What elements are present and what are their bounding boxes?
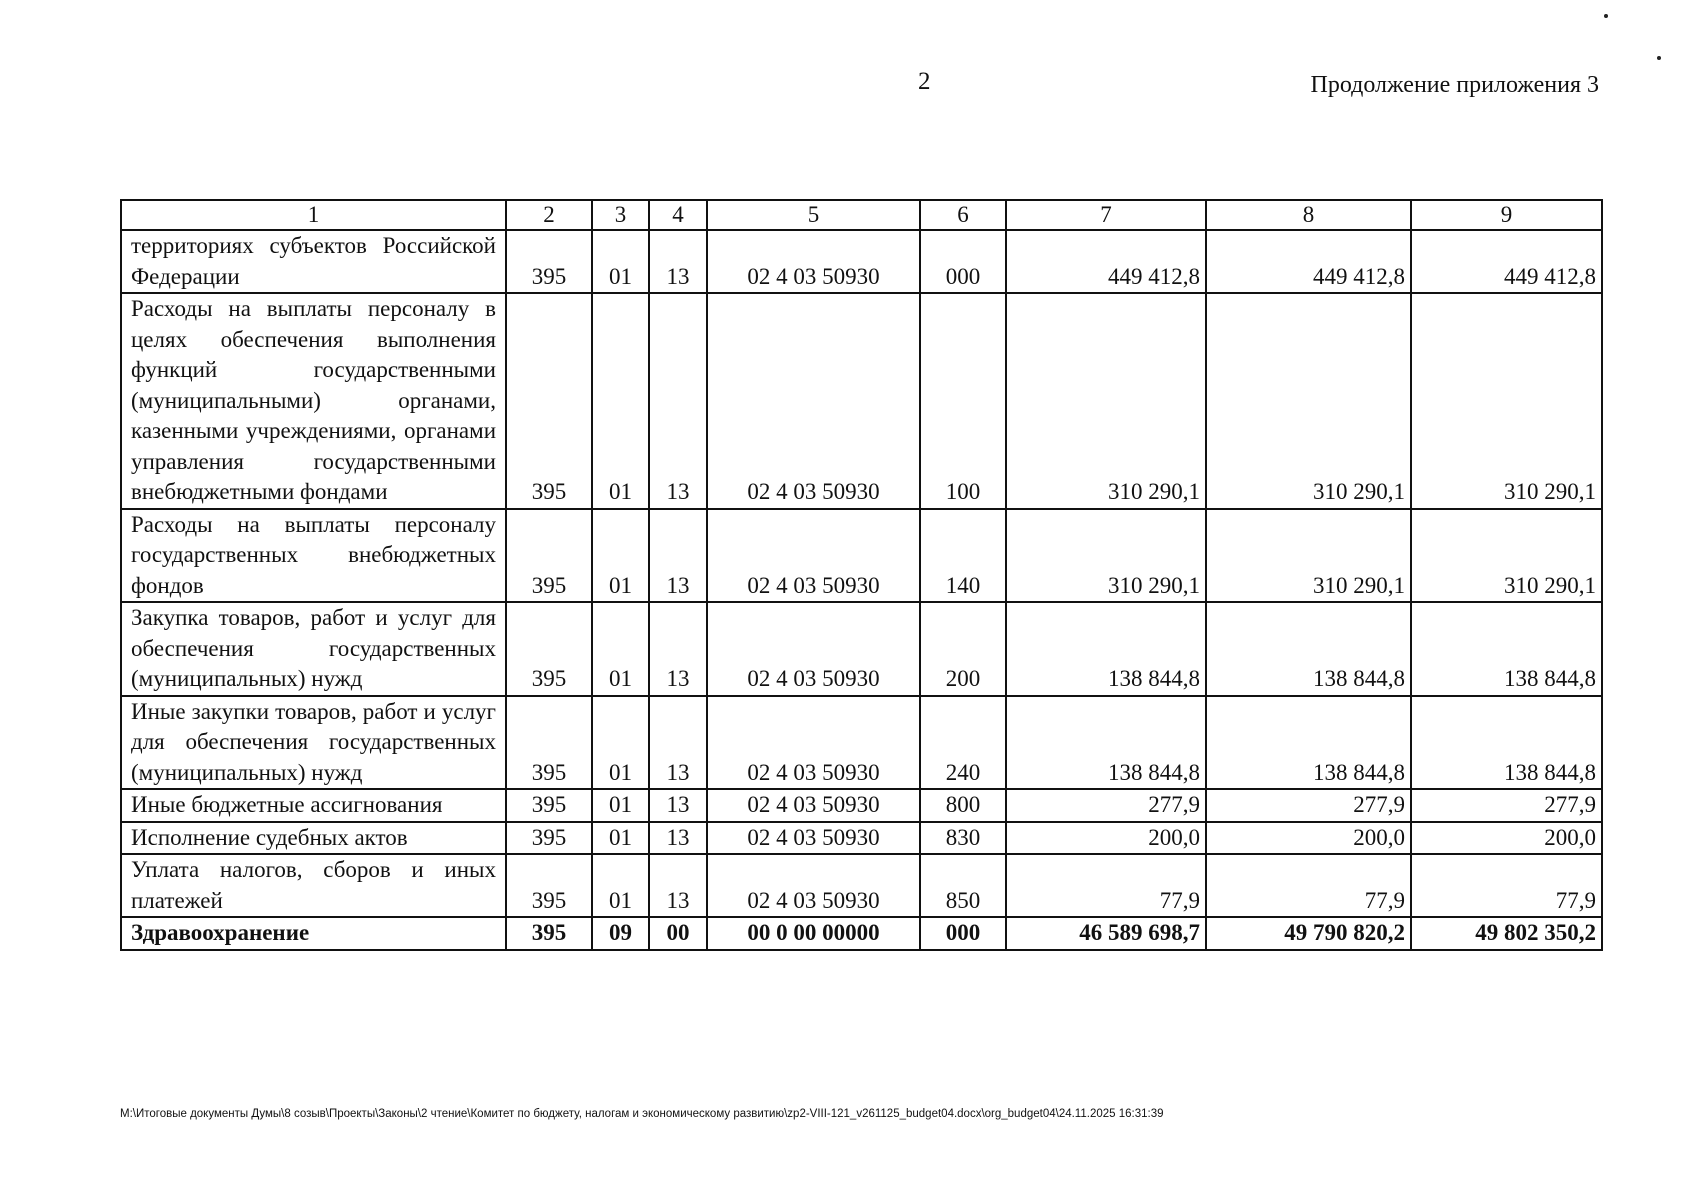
section-code-cell: 01 bbox=[592, 509, 649, 603]
expense-type-cell: 850 bbox=[920, 854, 1006, 917]
expense-type-cell: 100 bbox=[920, 293, 1006, 509]
amount-year1-cell: 200,0 bbox=[1006, 822, 1206, 855]
expense-name-cell: Иные бюджетные ассигнования bbox=[121, 789, 506, 822]
expense-name-cell: территориях субъектов Российской Федерации bbox=[121, 230, 506, 293]
amount-year2-cell: 138 844,8 bbox=[1206, 602, 1411, 696]
amount-year3-cell: 277,9 bbox=[1411, 789, 1602, 822]
scan-speck bbox=[1604, 14, 1608, 18]
column-number: 8 bbox=[1206, 200, 1411, 230]
amount-year3-cell: 200,0 bbox=[1411, 822, 1602, 855]
ministry-code-cell: 395 bbox=[506, 696, 592, 790]
table-row bbox=[121, 696, 1602, 790]
table-row bbox=[121, 509, 1602, 603]
section-code-cell: 01 bbox=[592, 230, 649, 293]
amount-year2-cell: 200,0 bbox=[1206, 822, 1411, 855]
amount-year2-cell: 277,9 bbox=[1206, 789, 1411, 822]
column-number: 3 bbox=[592, 200, 649, 230]
amount-year1-cell: 310 290,1 bbox=[1006, 509, 1206, 603]
amount-year3-cell: 138 844,8 bbox=[1411, 602, 1602, 696]
expense-name-cell: Закупка товаров, работ и услуг для обеспечения государственных (муниципальных) нужд bbox=[121, 602, 506, 696]
section-code-cell: 01 bbox=[592, 789, 649, 822]
amount-year2-cell: 138 844,8 bbox=[1206, 696, 1411, 790]
amount-year3-cell: 310 290,1 bbox=[1411, 509, 1602, 603]
table-total-row bbox=[121, 917, 1602, 950]
column-number: 4 bbox=[649, 200, 707, 230]
target-article-cell: 02 4 03 50930 bbox=[707, 293, 920, 509]
amount-year2-cell: 77,9 bbox=[1206, 854, 1411, 917]
expense-name-cell: Расходы на выплаты персоналу государственных внебюджетных фондов bbox=[121, 509, 506, 603]
target-article-cell: 02 4 03 50930 bbox=[707, 822, 920, 855]
amount-year1-cell: 277,9 bbox=[1006, 789, 1206, 822]
ministry-code-cell: 395 bbox=[506, 602, 592, 696]
expense-name-cell: Иные закупки товаров, работ и услуг для обеспечения государственных (муниципальных) нужд bbox=[121, 696, 506, 790]
expense-type-cell: 000 bbox=[920, 917, 1006, 950]
target-article-cell: 02 4 03 50930 bbox=[707, 602, 920, 696]
section-code-cell: 01 bbox=[592, 822, 649, 855]
expense-name-cell: Исполнение судебных актов bbox=[121, 822, 506, 855]
amount-year1-cell: 449 412,8 bbox=[1006, 230, 1206, 293]
expense-type-cell: 000 bbox=[920, 230, 1006, 293]
column-number-row bbox=[121, 200, 1602, 230]
section-code-cell: 01 bbox=[592, 602, 649, 696]
ministry-code-cell: 395 bbox=[506, 917, 592, 950]
table-row bbox=[121, 854, 1602, 917]
expense-type-cell: 140 bbox=[920, 509, 1006, 603]
expense-type-cell: 830 bbox=[920, 822, 1006, 855]
amount-year3-cell: 49 802 350,2 bbox=[1411, 917, 1602, 950]
subsection-code-cell: 13 bbox=[649, 602, 707, 696]
amount-year2-cell: 310 290,1 bbox=[1206, 509, 1411, 603]
ministry-code-cell: 395 bbox=[506, 509, 592, 603]
ministry-code-cell: 395 bbox=[506, 822, 592, 855]
section-code-cell: 01 bbox=[592, 854, 649, 917]
subsection-code-cell: 13 bbox=[649, 509, 707, 603]
table-row bbox=[121, 602, 1602, 696]
column-number: 1 bbox=[121, 200, 506, 230]
column-number: 6 bbox=[920, 200, 1006, 230]
page-number: 2 bbox=[918, 68, 931, 95]
target-article-cell: 02 4 03 50930 bbox=[707, 854, 920, 917]
file-path-footer: M:\Итоговые документы Думы\8 созыв\Проекты\Законы\2 чтение\Комитет по бюджету, налогам и экономическому развитию\zp2-VIII-121_v261125_budget04.docx\org_budget04\24.11.2025 16:31:39 bbox=[120, 1108, 1164, 1120]
column-number: 9 bbox=[1411, 200, 1602, 230]
amount-year3-cell: 77,9 bbox=[1411, 854, 1602, 917]
amount-year2-cell: 310 290,1 bbox=[1206, 293, 1411, 509]
subsection-code-cell: 13 bbox=[649, 789, 707, 822]
section-code-cell: 01 bbox=[592, 293, 649, 509]
table-row bbox=[121, 789, 1602, 822]
expense-type-cell: 200 bbox=[920, 602, 1006, 696]
target-article-cell: 00 0 00 00000 bbox=[707, 917, 920, 950]
subsection-code-cell: 00 bbox=[649, 917, 707, 950]
section-code-cell: 01 bbox=[592, 696, 649, 790]
column-number: 2 bbox=[506, 200, 592, 230]
target-article-cell: 02 4 03 50930 bbox=[707, 696, 920, 790]
section-code-cell: 09 bbox=[592, 917, 649, 950]
subsection-code-cell: 13 bbox=[649, 696, 707, 790]
appendix-continuation-note: Продолжение приложения 3 bbox=[1310, 72, 1599, 98]
column-number: 7 bbox=[1006, 200, 1206, 230]
subsection-code-cell: 13 bbox=[649, 854, 707, 917]
expense-name-cell: Здравоохранение bbox=[121, 917, 506, 950]
amount-year3-cell: 310 290,1 bbox=[1411, 293, 1602, 509]
amount-year3-cell: 138 844,8 bbox=[1411, 696, 1602, 790]
amount-year1-cell: 46 589 698,7 bbox=[1006, 917, 1206, 950]
subsection-code-cell: 13 bbox=[649, 230, 707, 293]
amount-year2-cell: 449 412,8 bbox=[1206, 230, 1411, 293]
amount-year3-cell: 449 412,8 bbox=[1411, 230, 1602, 293]
target-article-cell: 02 4 03 50930 bbox=[707, 509, 920, 603]
target-article-cell: 02 4 03 50930 bbox=[707, 789, 920, 822]
amount-year1-cell: 310 290,1 bbox=[1006, 293, 1206, 509]
subsection-code-cell: 13 bbox=[649, 822, 707, 855]
amount-year1-cell: 138 844,8 bbox=[1006, 602, 1206, 696]
table-row bbox=[121, 230, 1602, 293]
expense-name-cell: Расходы на выплаты персоналу в целях обеспечения выполнения функций государственными (муниципальными) органами, казенными учреждениями, органами управления государственными внебюджетными фондами bbox=[121, 293, 506, 509]
target-article-cell: 02 4 03 50930 bbox=[707, 230, 920, 293]
scan-speck bbox=[1657, 56, 1661, 60]
budget-table bbox=[120, 199, 1603, 951]
table-row bbox=[121, 293, 1602, 509]
ministry-code-cell: 395 bbox=[506, 789, 592, 822]
ministry-code-cell: 395 bbox=[506, 293, 592, 509]
table-row bbox=[121, 822, 1602, 855]
ministry-code-cell: 395 bbox=[506, 854, 592, 917]
ministry-code-cell: 395 bbox=[506, 230, 592, 293]
subsection-code-cell: 13 bbox=[649, 293, 707, 509]
amount-year1-cell: 138 844,8 bbox=[1006, 696, 1206, 790]
expense-type-cell: 240 bbox=[920, 696, 1006, 790]
amount-year1-cell: 77,9 bbox=[1006, 854, 1206, 917]
expense-name-cell: Уплата налогов, сборов и иных платежей bbox=[121, 854, 506, 917]
amount-year2-cell: 49 790 820,2 bbox=[1206, 917, 1411, 950]
column-number: 5 bbox=[707, 200, 920, 230]
expense-type-cell: 800 bbox=[920, 789, 1006, 822]
